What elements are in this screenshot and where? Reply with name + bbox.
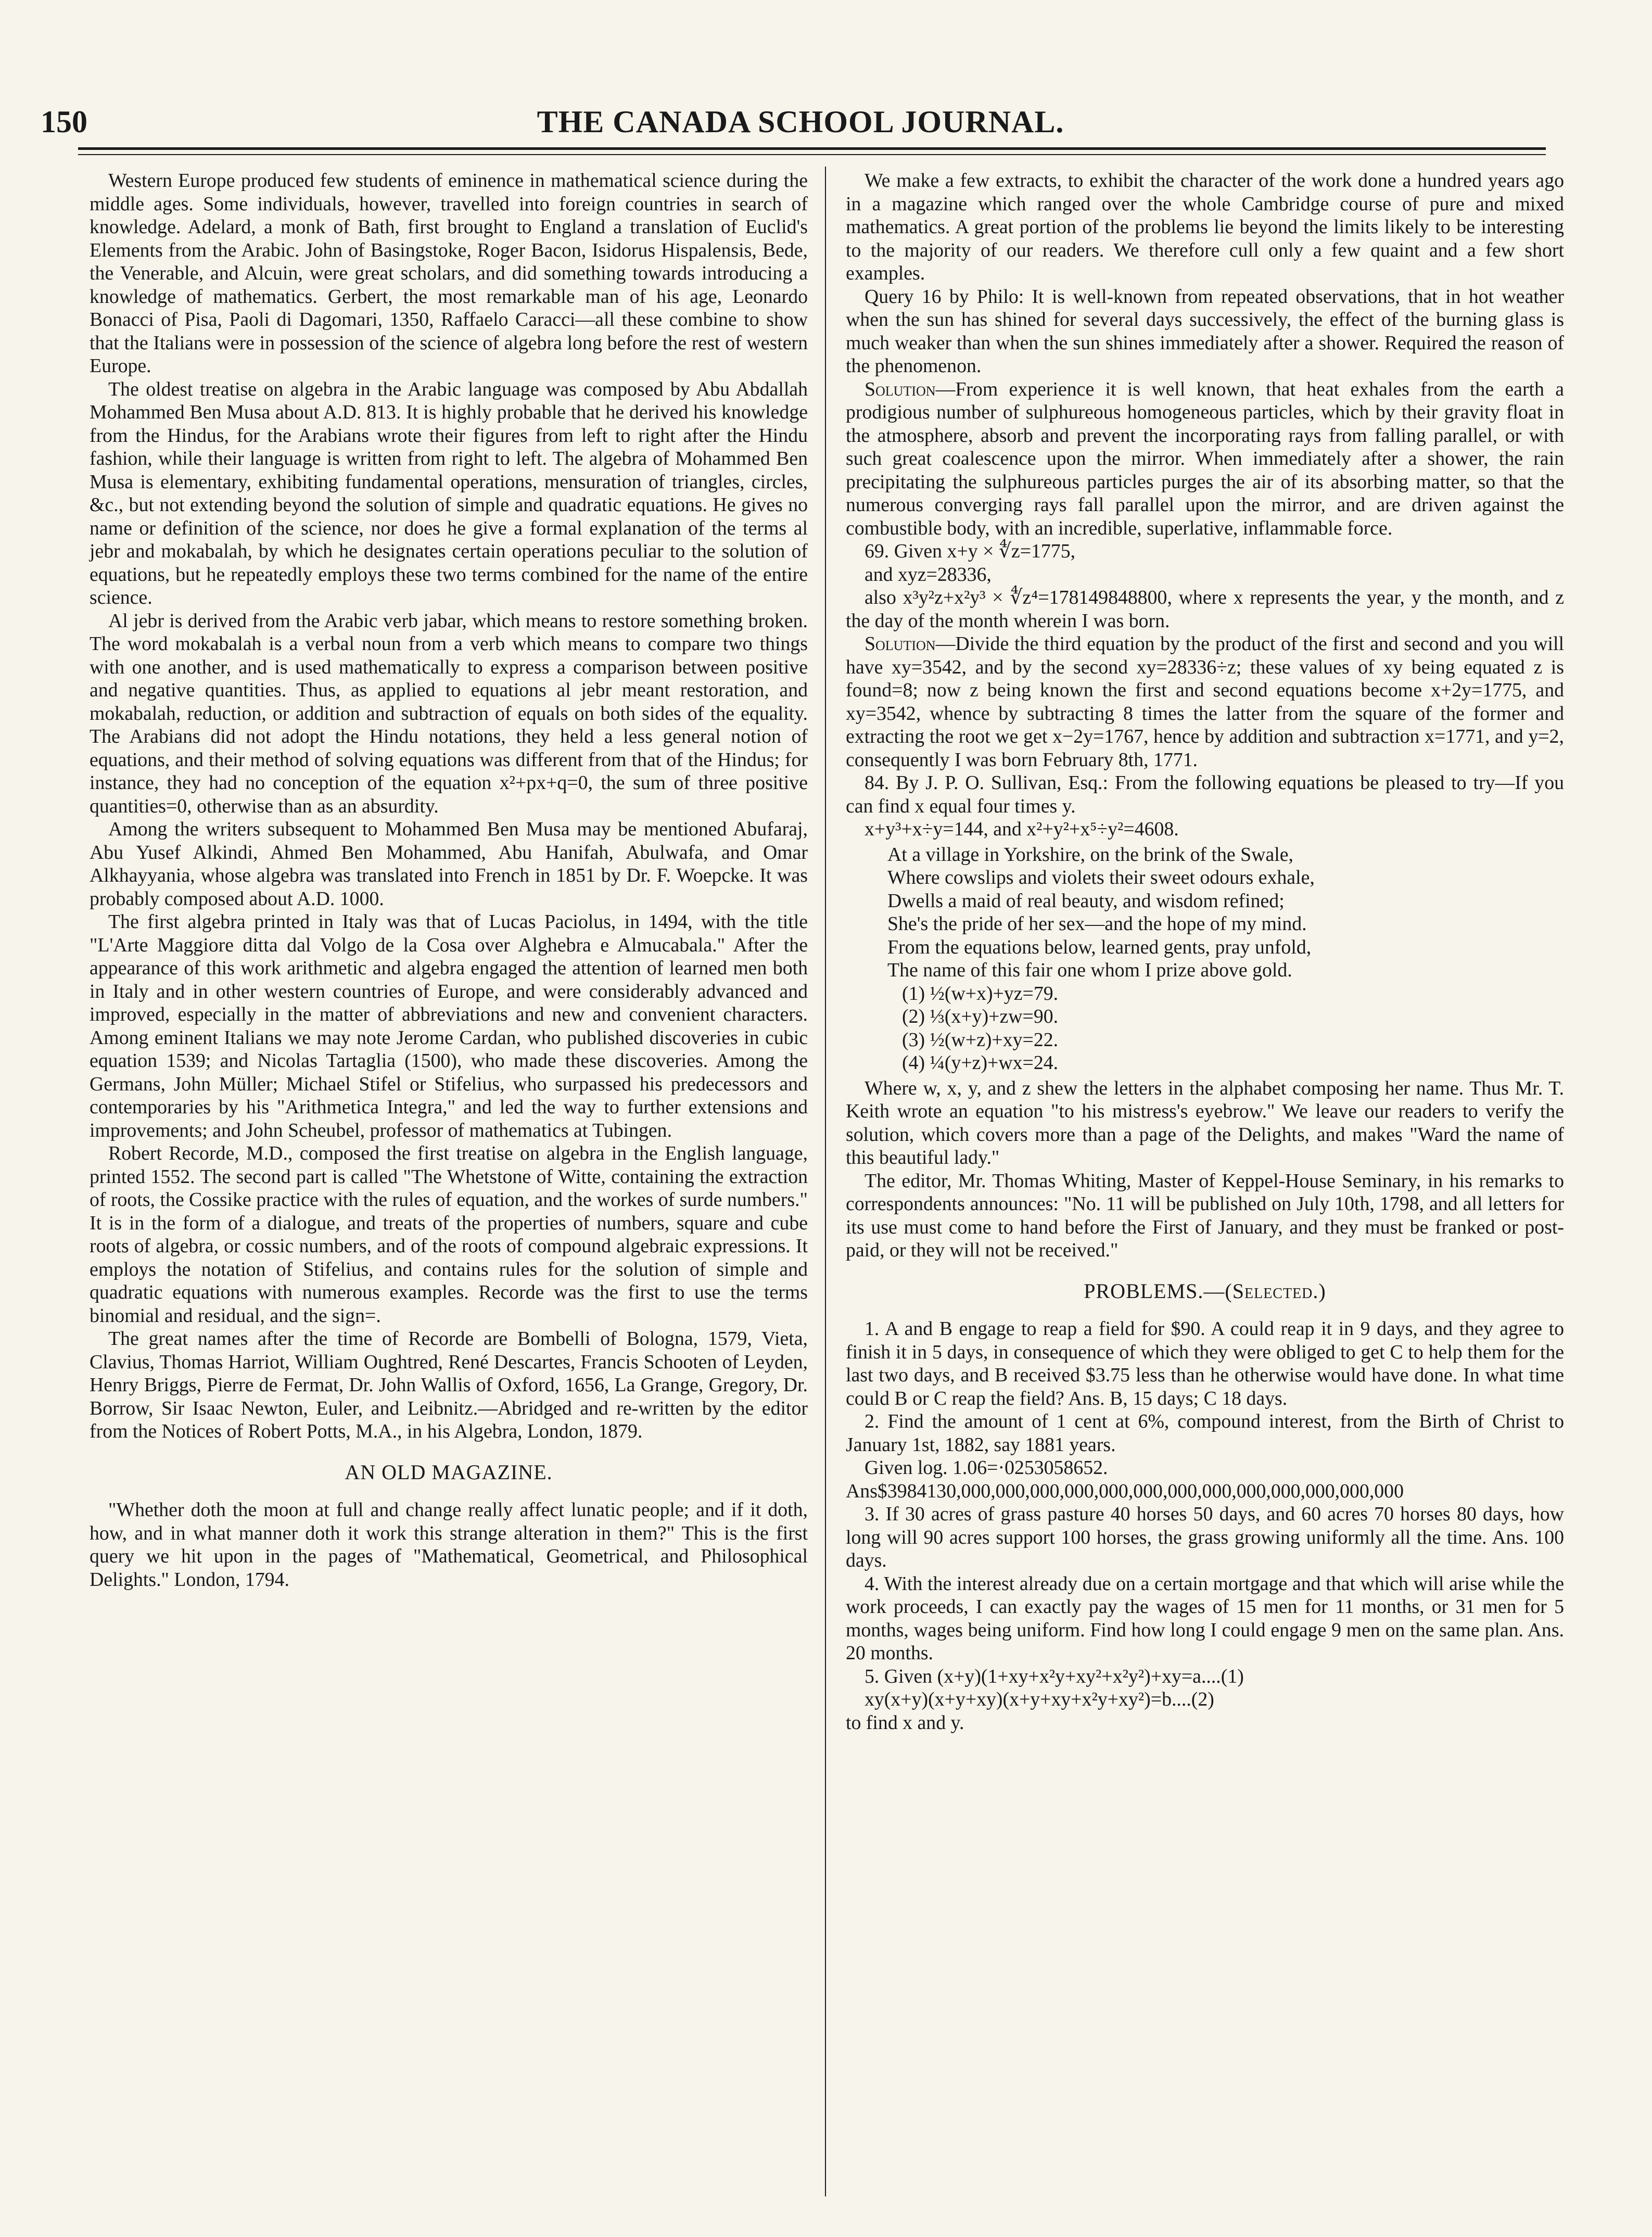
poem-line: At a village in Yorkshire, on the brink of the Swale,	[887, 843, 1293, 866]
problem-5-line: to find x and y.	[846, 1711, 964, 1734]
problem-4: 4. With the interest already due on a certain mortgage and that which will arise while the work proceeds, I can exactly pay the wages of 15 men for 11 months, or 31 men for 5 months, wages being uniform. Find how long I could engage 9 men on the same plan. Ans. 20 months.	[846, 1572, 1564, 1664]
poem-equation: (4) ¼(y+z)+wx=24.	[902, 1052, 1059, 1074]
query-16: Query 16 by Philo: It is well-known from repeated observations, that in hot weather when the sun has shined for several days successively, the effect of the burning glass is much weaker than when the sun shines immediately after a shower. Required the reason of the phenomenon.	[846, 285, 1564, 377]
problems-heading: PROBLEMS.—	[1084, 1279, 1225, 1303]
right-column	[846, 169, 1564, 1734]
page-number: 150	[41, 105, 87, 139]
section-heading-problems	[846, 1280, 1564, 1303]
query-84-equation: x+y³+x÷y=144, and x²+y²+x⁵÷y²=4608.	[865, 818, 1179, 840]
journal-title: THE CANADA SCHOOL JOURNAL.	[537, 105, 1064, 139]
solution-label: Solution	[865, 378, 936, 400]
poem-equation: (3) ½(w+z)+xy=22.	[902, 1028, 1059, 1051]
problem-3: 3. If 30 acres of grass pasture 40 horses 50 days, and 60 acres 70 horses 80 days, how long will 90 acres support 100 horses, the grass growing uniformly all the time. Ans. 100 days.	[846, 1503, 1564, 1571]
query-69-line: and xyz=28336,	[865, 563, 992, 586]
column-divider	[825, 167, 826, 2196]
poem-equation: (2) ⅓(x+y)+zw=90.	[902, 1006, 1059, 1027]
query-84: 84. By J. P. O. Sullivan, Esq.: From the following equations be pleased to try—If you can find x equal four times y.	[846, 772, 1564, 817]
history-paragraph: Western Europe produced few students of eminence in mathematical science during the middle ages. Some individuals, however, travelled into foreign countries in search of knowledge. Adelard, a monk of Bath, first brought to England a translation of Euclid's Elements from the Arabic. John of Basingstoke, Roger Bacon, Isidorus Hispalensis, Bede, the Venerable, and Alcuin, were great scholars, and did something towards introducing a knowledge of mathematics. Gerbert, the most remarkable man of his age, Leonardo Bonacci of Pisa, Paoli di Dagomari, 1350, Raffaelo Caracci—all these combine to show that the Italians were in possession of the science of algebra long before the rest of western Europe.	[90, 170, 808, 377]
history-paragraph: The great names after the time of Recorde are Bombelli of Bologna, 1579, Vieta, Clavius, Thomas Harriot, William Oughtred, René Descartes, Francis Schooten of Leyden, Henry Briggs, Pierre de Fermat, Dr. John Wallis of Oxford, 1656, La Grange, Gregory, Dr. Borrow, Sir Isaac Newton, Euler, and Leibnitz.—Abridged and re-written by the editor from the Notices of Robert Potts, M.A., in his Algebra, London, 1879.	[90, 1328, 808, 1442]
problem-2: 2. Find the amount of 1 cent at 6%, compound interest, from the Birth of Christ to January 1st, 1882, say 1881 years.	[846, 1410, 1564, 1456]
problems-heading-selected: (Selected.)	[1225, 1279, 1326, 1303]
intro-paragraph: We make a few extracts, to exhibit the character of the work done a hundred years ago in a magazine which ranged over the whole Cambridge course of pure and mixed mathematics. A great portion of the problems lie beyond the limits likely to be interesting to the majority of our readers. We therefore cull only a few quaint and a few short examples.	[846, 170, 1564, 284]
poem-line: Where cowslips and violets their sweet odours exhale,	[887, 867, 1315, 888]
history-paragraph: The oldest treatise on algebra in the Arabic language was composed by Abu Abdallah Mohammed Ben Musa about A.D. 813. It is highly probable that he derived his knowledge from the Hindus, for the Arabians wrote their figures from left to right after the Hindu fashion, while their language is written from right to left. The algebra of Mohammed Ben Musa is elementary, exhibiting fundamental operations, mensuration of triangles, circles, &c., but not extending beyond the solution of simple and quadratic equations. He gives no name or definition of the science, nor does he give a formal explanation of the terms al jebr and mokabalah, by which he designates certain operations peculiar to the solution of equations, but he repeatedly employs these two terms combined for the name of the entire science.	[90, 378, 808, 608]
poem	[887, 843, 1564, 1075]
page-header	[41, 104, 1560, 141]
problem-5-line: 5. Given (x+y)(1+xy+x²y+xy²+x²y²)+xy=a....(1)	[865, 1665, 1244, 1687]
poem-line: Dwells a maid of real beauty, and wisdom refined;	[887, 889, 1285, 912]
editor-paragraph: The editor, Mr. Thomas Whiting, Master of Keppel-House Seminary, in his remarks to correspondents announces: "No. 11 will be published on July 10th, 1798, and all letters for its use must come to hand before the First of January, and they must be franked or post-paid, or they will not be received."	[846, 1170, 1564, 1261]
problem-2-answer: Ans$3984130,000,000,000,000,000,000,000,000,000,000,000,000,000	[846, 1480, 1404, 1502]
poem-line: From the equations below, learned gents, pray unfold,	[887, 936, 1312, 958]
problem-1: 1. A and B engage to reap a field for $90. A could reap it in 9 days, and they agree to finish it in 5 days, in consequence of which they were obliged to get C to help them for the last two days, and B received $3.75 less than he otherwise would have done. In what time could B or C reap the field? Ans. B, 15 days; C 18 days.	[846, 1318, 1564, 1409]
problem-5-line: xy(x+y)(x+y+xy)(x+y+xy+x²y+xy²)=b....(2)	[865, 1688, 1214, 1710]
solution-paragraph	[846, 632, 1564, 771]
poem-line: She's the pride of her sex—and the hope of my mind.	[887, 913, 1307, 935]
section-heading-old-magazine: AN OLD MAGAZINE.	[345, 1460, 553, 1484]
history-paragraph: The first algebra printed in Italy was that of Lucas Paciolus, in 1494, with the title "L'Arte Maggiore ditta dal Volgo de la Cosa over Alghebra e Almucabala." After the appearance of this work arithmetic and algebra engaged the attention of learned men both in Italy and in other western countries of Europe, and were considerably advanced and improved, especially in the matter of abbreviations and new and convenient characters. Among eminent Italians we may note Jerome Cardan, who published discoveries in cubic equation 1539; and Nicolas Tartaglia (1500), who made these discoveries. Among the Germans, John Müller; Michael Stifel or Stifelius, who surpassed his predecessors and contemporaries by his "Arithmetica Integra," and led the way to further extensions and improvements; and John Scheubel, professor of mathematics at Tubingen.	[90, 911, 808, 1141]
query-69-line: 69. Given x+y × ∜z=1775,	[865, 540, 1076, 562]
history-paragraph: Robert Recorde, M.D., composed the first treatise on algebra in the English language, printed 1552. The second part is called "The Whetstone of Witte, containing the extraction of roots, the Cossike practice with the rules of equation, and the workes of surde numbers." It is in the form of a dialogue, and treats of the properties of numbers, square and cube roots of algebra, or cossic numbers, and of the roots of compound algebraic expressions. It employs the notation of Stifelius, and contains rules for the solution of simple and quadratic equations with numerous examples. Recorde was the first to use the terms binomial and residual, and the sign=.	[90, 1142, 808, 1327]
after-poem-paragraph: Where w, x, y, and z shew the letters in the alphabet composing her name. Thus Mr. T. Keith wrote an equation "to his mistress's eyebrow." We leave our readers to verify the solution, which covers more than a page of the Delights, and makes "Ward the name of this beautiful lady."	[846, 1077, 1564, 1168]
history-paragraph: Among the writers subsequent to Mohammed Ben Musa may be mentioned Abufaraj, Abu Yusef Alkindi, Ahmed Ben Mohammed, Abu Hanifah, Abulwafa, and Omar Alkhayyania, whose algebra was translated into French in 1851 by Dr. F. Woepcke. It was probably composed about A.D. 1000.	[90, 818, 808, 910]
header-rule-thin	[78, 154, 1546, 155]
solution-label: Solution	[865, 633, 936, 655]
history-paragraph: Al jebr is derived from the Arabic verb jabar, which means to restore something broken. The word mokabalah is a verbal noun from a verb which means to compare two things with one another, and is used mathematically to express a comparison between positive and negative quantities. Thus, as applied to equations al jebr meant restoration, and mokabalah, reduction, or addition and subtraction of equals on both sides of the equality. The Arabians did not adopt the Hindu notations, they held a less general notion of equations, and their method of solving equations was different from that of the Hindus; for instance, they had no conception of the equation x²+px+q=0, the sum of three positive quantities=0, otherwise than as an absurdity.	[90, 609, 808, 817]
left-column	[90, 169, 808, 1591]
problem-2-given: Given log. 1.06=·0253058652.	[865, 1457, 1108, 1479]
solution-text: —Divide the third equation by the product of the first and second and you will have xy=3542, and by the second xy=28336÷z; these values of xy being equated z is found=8; now z being known the first and second equations become x+2y=1775, and xy=3542, whence by subtracting 8 times the latter from the square of the former and extracting the root we get x−2y=1767, hence by addition and subtraction x=1771, and y=2, consequently I was born February 8th, 1771.	[846, 633, 1564, 771]
poem-equation: (1) ½(w+x)+yz=79.	[902, 982, 1059, 1005]
solution-paragraph	[846, 378, 1564, 540]
solution-text: —From experience it is well known, that heat exhales from the earth a prodigious number of sulphureous homogeneous particles, which by their gravity float in the atmosphere, absorb and prevent the incorporating rays from falling parallel, or with such great coalescence upon the mirror. When immediately after a shower, the rain precipitating the sulphureous particles purges the air of its absorbing matter, so that the numerous converging rays fall parallel upon the mirror, and are driven against the combustible body, with an incredible, superlative, inflammable force.	[846, 378, 1564, 539]
query-69-line: also x³y²z+x²y³ × ∜z⁴=178149848800, where x represents the year, y the month, and z the day of the month wherein I was born.	[846, 587, 1564, 632]
magazine-paragraph: "Whether doth the moon at full and change really affect lunatic people; and if it doth, how, and in what manner doth it work this strange alteration in them?" This is the first query we hit upon in the pages of "Mathematical, Geometrical, and Philosophical Delights." London, 1794.	[90, 1499, 808, 1591]
poem-line: The name of this fair one whom I prize above gold.	[887, 959, 1292, 981]
header-rule	[78, 147, 1546, 150]
